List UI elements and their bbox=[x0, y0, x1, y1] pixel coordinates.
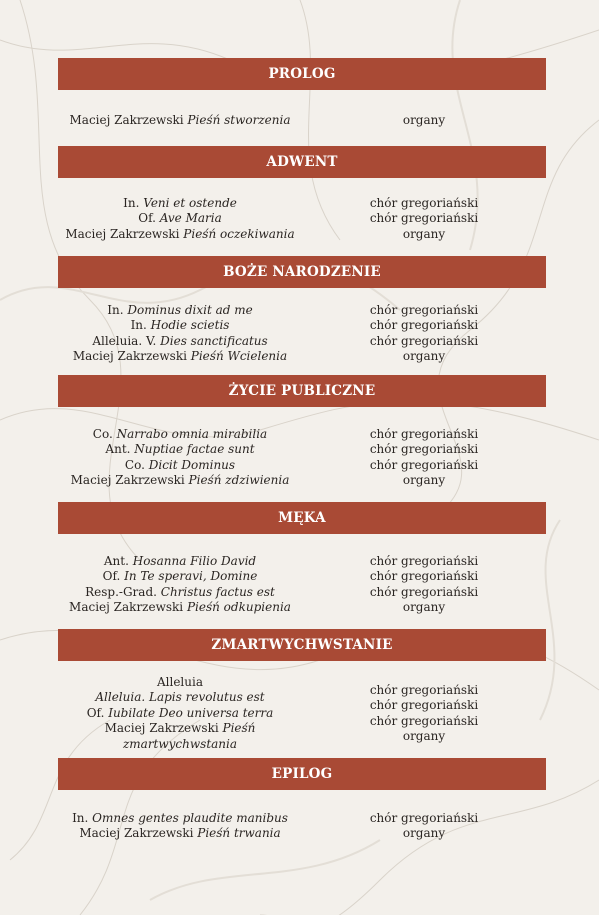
work-name: Ave Maria bbox=[159, 211, 222, 226]
work-name: Dicit Dominus bbox=[148, 457, 236, 472]
section-rows bbox=[58, 811, 546, 842]
program-row bbox=[58, 554, 546, 569]
section-rows bbox=[58, 303, 546, 365]
performer: chór gregoriański bbox=[369, 713, 479, 728]
work-name: Narrabo omnia mirabilia bbox=[116, 427, 268, 441]
performer: organy bbox=[402, 729, 446, 744]
section-header: ŻYCIE PUBLICZNE bbox=[58, 375, 546, 407]
program-row bbox=[58, 600, 546, 615]
program-section bbox=[58, 502, 546, 615]
performer: chór gregoriański bbox=[369, 811, 479, 825]
work-prefix: Co. bbox=[124, 457, 149, 472]
performer: organy bbox=[402, 349, 446, 364]
performer: chór gregoriański bbox=[369, 584, 479, 599]
performer: organy bbox=[402, 113, 446, 127]
work-title bbox=[58, 811, 302, 826]
work-prefix: In. bbox=[107, 303, 128, 317]
program-row bbox=[58, 427, 546, 442]
work-prefix: Maciej Zakrzewski bbox=[79, 826, 198, 841]
work-title bbox=[58, 196, 302, 211]
work-title bbox=[58, 318, 302, 333]
program-row bbox=[58, 473, 546, 488]
work-title-line bbox=[58, 675, 302, 690]
section-header: BOŻE NARODZENIE bbox=[58, 256, 546, 288]
program-row bbox=[58, 211, 546, 226]
work-prefix: Of. bbox=[138, 211, 160, 226]
work-name: Pieśń oczekiwania bbox=[183, 226, 295, 241]
work-prefix: In. bbox=[72, 811, 93, 825]
work-name: Hodie scietis bbox=[150, 318, 230, 333]
performer: chór gregoriański bbox=[369, 569, 479, 584]
work-prefix: Maciej Zakrzewski bbox=[69, 600, 187, 615]
work-name: Hosanna Filio David bbox=[132, 554, 257, 568]
performer-stack bbox=[302, 683, 546, 745]
work-name: Pieśń Wcielenia bbox=[190, 349, 288, 364]
work-title-line bbox=[58, 721, 302, 736]
program-row bbox=[58, 227, 546, 242]
work-title bbox=[58, 826, 302, 841]
work-prefix: Ant. bbox=[103, 554, 133, 568]
work-name: zmartwychwstania bbox=[122, 736, 238, 751]
work-prefix: Maciej Zakrzewski bbox=[69, 113, 188, 127]
work-title-line bbox=[58, 690, 302, 705]
work-title bbox=[58, 303, 302, 318]
work-name: Veni et ostende bbox=[143, 196, 237, 210]
work-title bbox=[58, 458, 302, 473]
performer: organy bbox=[402, 826, 446, 841]
performer: chór gregoriański bbox=[369, 683, 479, 697]
performer: organy bbox=[402, 226, 446, 241]
work-title bbox=[58, 113, 302, 128]
program-section bbox=[58, 375, 546, 488]
work-prefix: Alleluia. V. bbox=[92, 333, 161, 348]
program-row bbox=[58, 442, 546, 457]
work-name: Alleluia. Lapis revolutus est bbox=[95, 690, 265, 705]
performer: chór gregoriański bbox=[369, 698, 479, 713]
work-name: Pieśń trwania bbox=[197, 826, 281, 841]
performer: chór gregoriański bbox=[369, 211, 479, 226]
work-title-line bbox=[58, 706, 302, 721]
program-section bbox=[58, 256, 546, 364]
section-header: EPILOG bbox=[58, 758, 546, 790]
program-section bbox=[58, 58, 546, 127]
performer: chór gregoriański bbox=[369, 427, 479, 441]
work-name: Christus factus est bbox=[160, 584, 275, 599]
work-name: Pieśń stworzenia bbox=[187, 113, 291, 127]
work-prefix: In. bbox=[123, 196, 144, 210]
section-rows bbox=[58, 113, 546, 128]
work-title-line bbox=[58, 737, 302, 752]
work-prefix: In. bbox=[130, 318, 151, 333]
section-header: ADWENT bbox=[58, 146, 546, 178]
performer: organy bbox=[402, 600, 446, 615]
performer: chór gregoriański bbox=[369, 303, 479, 317]
performer: chór gregoriański bbox=[369, 333, 479, 348]
work-title bbox=[58, 211, 302, 226]
performer: chór gregoriański bbox=[369, 457, 479, 472]
work-prefix: Maciej Zakrzewski bbox=[70, 473, 189, 488]
work-title bbox=[58, 585, 302, 600]
work-prefix: Maciej Zakrzewski bbox=[72, 349, 191, 364]
work-title bbox=[58, 349, 302, 364]
work-title bbox=[58, 600, 302, 615]
performer: chór gregoriański bbox=[369, 318, 479, 333]
work-name: Dominus dixit ad me bbox=[127, 303, 253, 317]
program-row bbox=[58, 318, 546, 333]
work-prefix: Maciej Zakrzewski bbox=[65, 226, 184, 241]
work-name: Pieśń bbox=[222, 721, 256, 736]
work-name: Pieśń zdziwienia bbox=[188, 473, 290, 488]
section-rows bbox=[58, 554, 546, 616]
work-prefix: Maciej Zakrzewski bbox=[104, 721, 223, 736]
work-title bbox=[58, 554, 302, 569]
program-row bbox=[58, 826, 546, 841]
performer: organy bbox=[402, 473, 446, 488]
program-section bbox=[58, 146, 546, 241]
program-row bbox=[58, 113, 546, 128]
work-title bbox=[58, 227, 302, 242]
work-name: Omnes gentes plaudite manibus bbox=[92, 811, 288, 825]
work-name: In Te speravi, Domine bbox=[124, 569, 258, 584]
program-section bbox=[58, 629, 546, 751]
program-section bbox=[58, 758, 546, 841]
section-rows bbox=[58, 427, 546, 489]
program-row bbox=[58, 585, 546, 600]
program-row bbox=[58, 196, 546, 211]
performer: chór gregoriański bbox=[369, 554, 479, 568]
work-title bbox=[58, 442, 302, 457]
work-title bbox=[58, 473, 302, 488]
section-header: PROLOG bbox=[58, 58, 546, 90]
work-name: Nuptiae factae sunt bbox=[134, 442, 255, 457]
work-prefix: Alleluia bbox=[156, 675, 203, 689]
work-name: Pieśń odkupienia bbox=[186, 600, 291, 615]
program-row bbox=[58, 303, 546, 318]
work-title-stack bbox=[58, 675, 302, 752]
work-name: Iubilate Deo universa terra bbox=[108, 705, 274, 720]
program-row bbox=[58, 334, 546, 349]
performer: chór gregoriański bbox=[369, 442, 479, 457]
section-header: ZMARTWYCHWSTANIE bbox=[58, 629, 546, 661]
work-prefix: Of. bbox=[86, 705, 109, 720]
program-row bbox=[58, 458, 546, 473]
work-title bbox=[58, 334, 302, 349]
section-rows bbox=[58, 196, 546, 242]
program-row bbox=[58, 569, 546, 584]
work-prefix: Co. bbox=[92, 427, 117, 441]
section-header: MĘKA bbox=[58, 502, 546, 534]
work-prefix: Resp.-Grad. bbox=[85, 584, 161, 599]
program-row bbox=[58, 349, 546, 364]
work-prefix: Ant. bbox=[105, 442, 135, 457]
work-prefix: Of. bbox=[102, 569, 125, 584]
work-title bbox=[58, 427, 302, 442]
work-title bbox=[58, 569, 302, 584]
program-row bbox=[58, 811, 546, 826]
performer: chór gregoriański bbox=[369, 196, 479, 210]
work-name: Dies sanctificatus bbox=[160, 333, 268, 348]
